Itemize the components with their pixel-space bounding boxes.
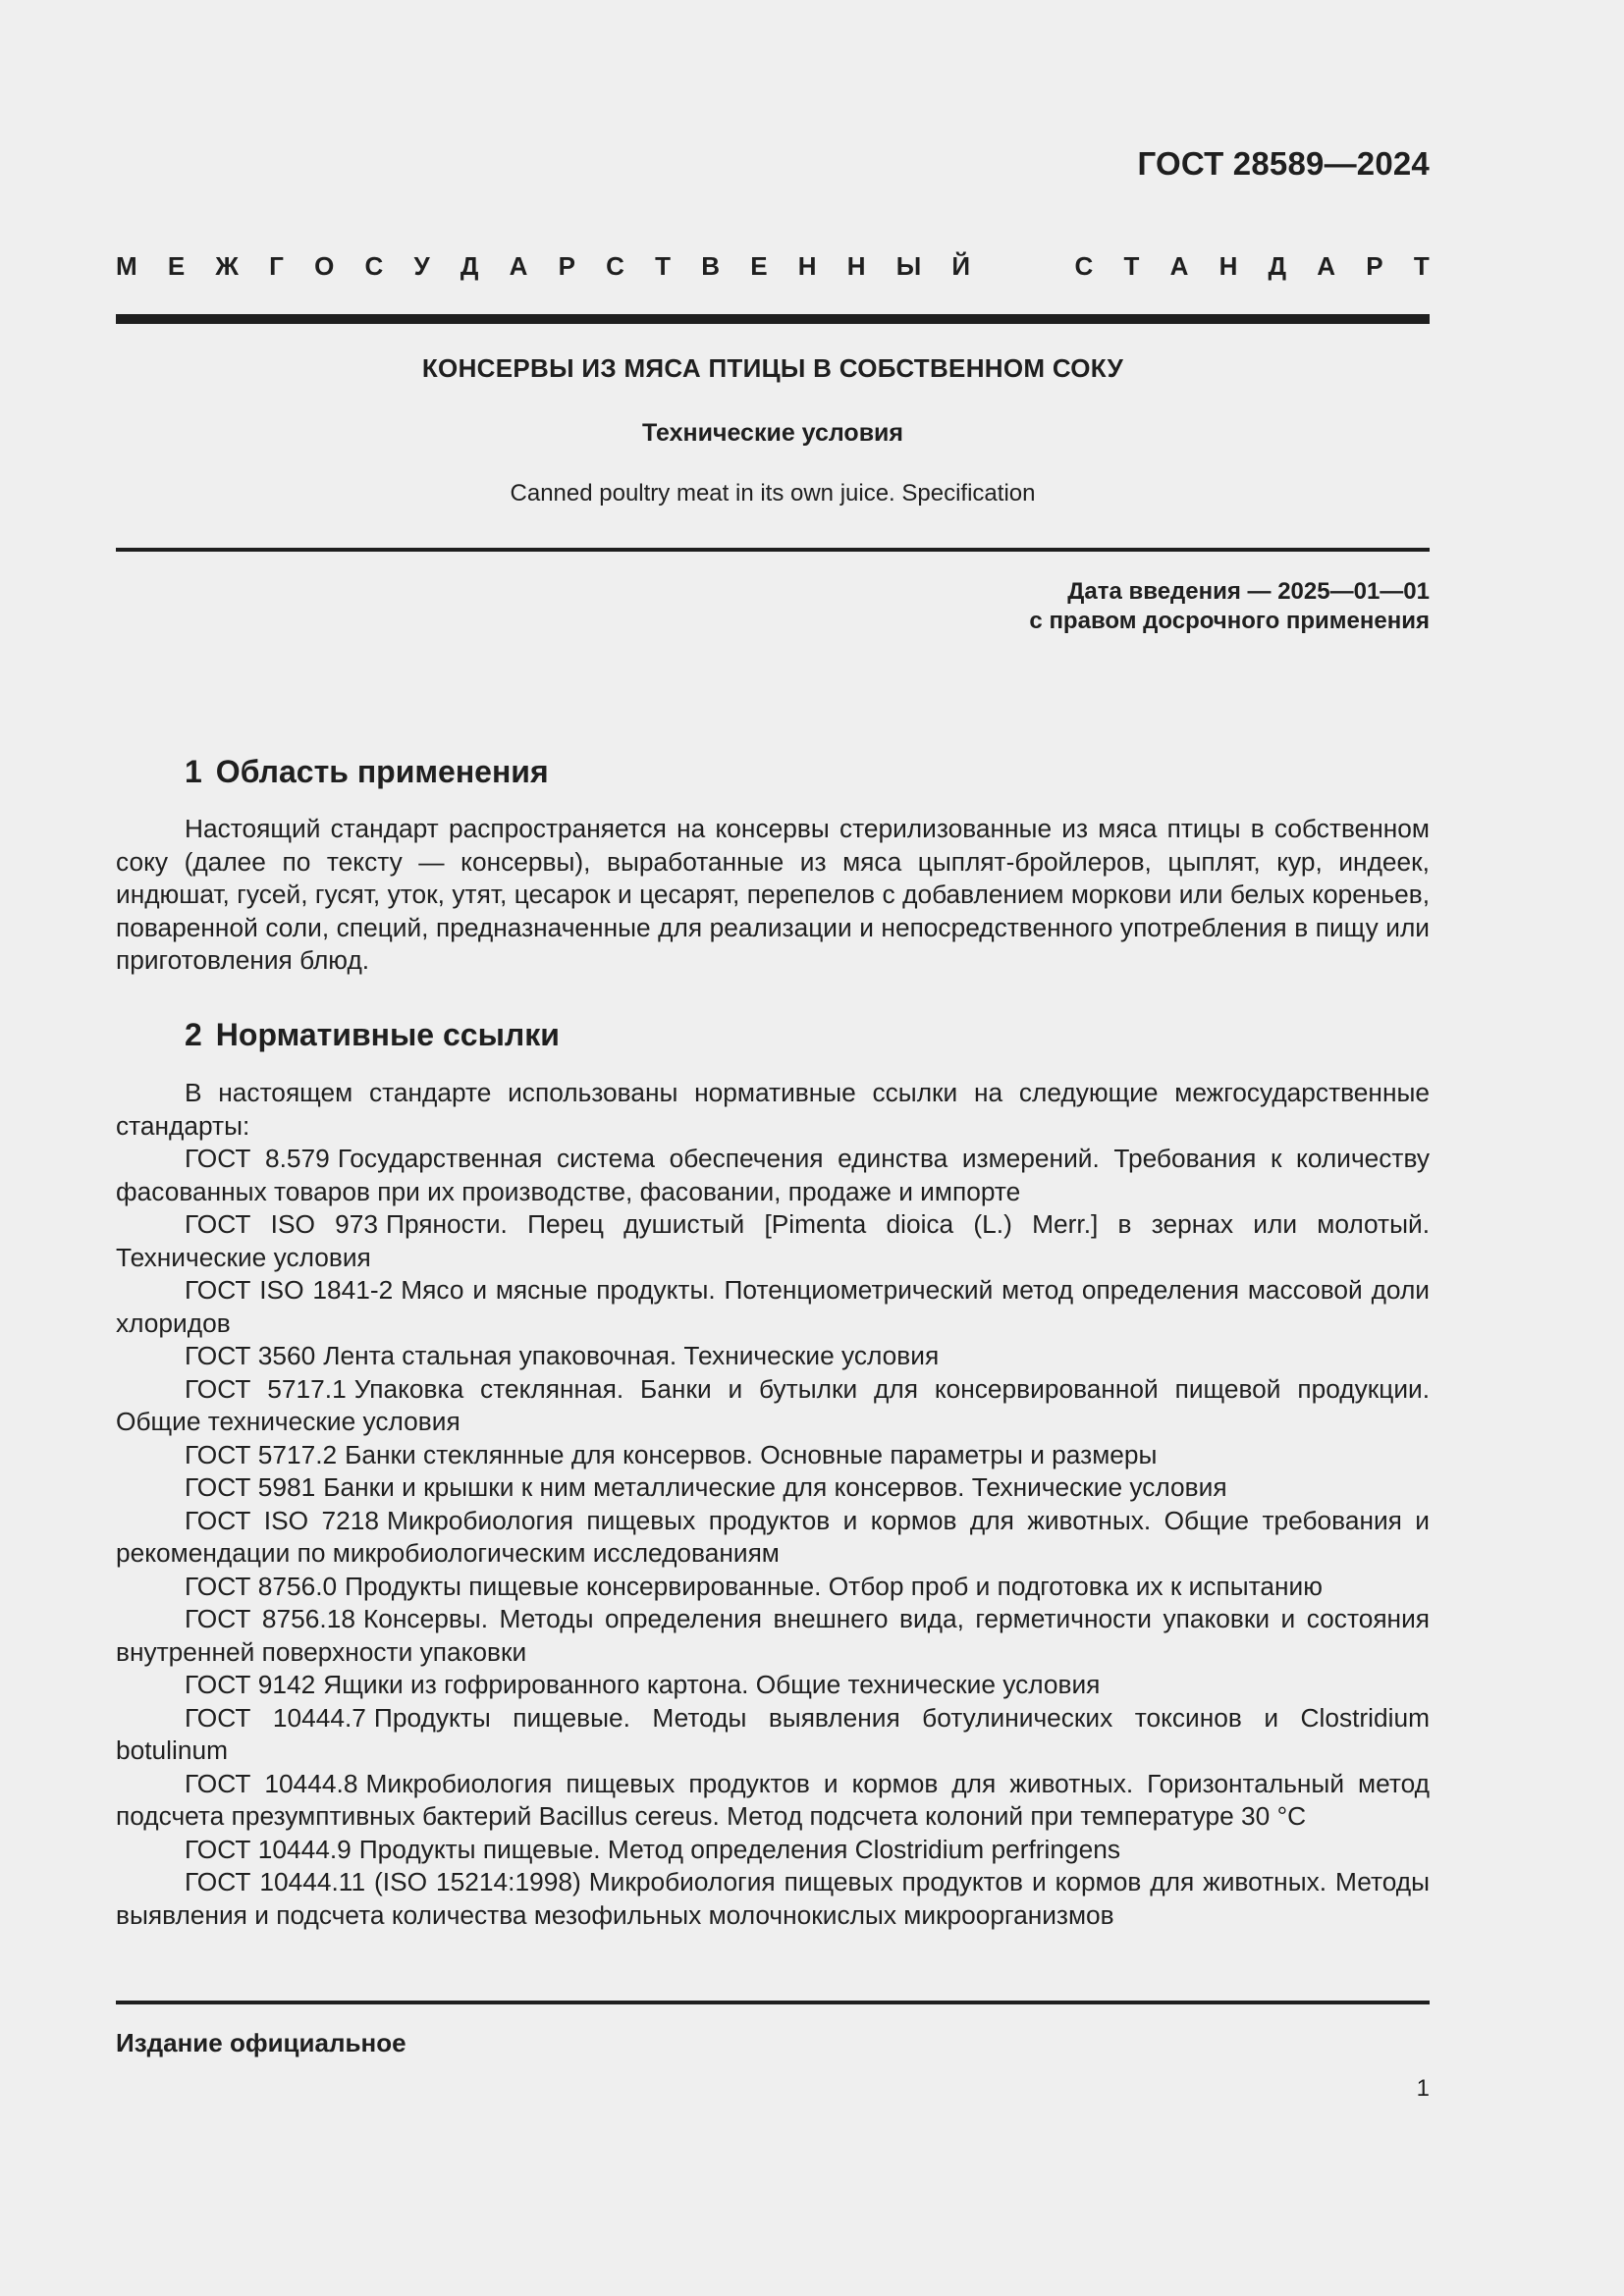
reference-code: ГОСТ 5981: [185, 1472, 316, 1502]
reference-code: ГОСТ 3560: [185, 1341, 316, 1370]
document-page: [116, 0, 1430, 2296]
letter: В: [701, 251, 721, 281]
reference-code: ГОСТ ISO 7218: [185, 1505, 380, 1535]
letter: Е: [167, 251, 186, 281]
reference-text: Банки стеклянные для консервов. Основные параметры и размеры: [345, 1439, 1158, 1469]
reference-text: Консервы. Методы определения внешнего вида, герметичности упаковки и состояния внутренней поверхности упаковки: [116, 1604, 1431, 1667]
reference-item: [116, 1702, 1430, 1768]
letter: Т: [1413, 251, 1430, 281]
letter: Д: [1268, 251, 1287, 281]
section-heading-scope: [185, 754, 549, 790]
document-title: КОНСЕРВЫ ИЗ МЯСА ПТИЦЫ В СОБСТВЕННОМ СОКУ: [421, 353, 1124, 383]
letter: С: [1074, 251, 1094, 281]
reference-code: ГОСТ 9142: [185, 1670, 316, 1699]
document-subtitle: Технические условия: [641, 419, 904, 447]
letter: С: [364, 251, 384, 281]
reference-code: ГОСТ 8756.18: [185, 1604, 355, 1633]
reference-text: Микробиология пищевых продуктов и кормов для животных. Методы выявления и подсчета количества мезофильных молочнокислых микроорганизмов: [116, 1867, 1430, 1930]
reference-item: [116, 1866, 1430, 1932]
section-body-scope: [116, 813, 1430, 978]
letter: Т: [655, 251, 672, 281]
reference-text: Упаковка стеклянная. Банки и бутылки для консервированной пищевой продукции. Общие технические условия: [116, 1373, 1430, 1436]
introduction-date-line: Дата введения — 2025—01—01: [1067, 578, 1430, 605]
introduction-date: [1029, 577, 1430, 636]
reference-item: [116, 1373, 1430, 1439]
edition-label: Издание официальное: [116, 2028, 406, 2057]
references-intro: В настоящем стандарте использованы нормативные ссылки на следующие межгосударственные стандарты:: [116, 1078, 1430, 1141]
letter: Ж: [215, 251, 239, 281]
letter: М: [116, 251, 137, 281]
word-gap: [1001, 251, 1044, 282]
reference-text: Микробиология пищевых продуктов и кормов для животных. Горизонтальный метод подсчета презумптивных бактерий Bacillus cereus. Метод подсчета колоний при температуре 30 °С: [116, 1768, 1430, 1831]
reference-text: Лента стальная упаковочная. Технические условия: [323, 1341, 940, 1370]
early-application-line: с правом досрочного применения: [1029, 608, 1430, 634]
reference-item: [116, 1669, 1430, 1702]
section-heading-references: [185, 1017, 560, 1053]
letter: Р: [1366, 251, 1383, 281]
letter: Й: [951, 251, 971, 281]
footer-divider: [116, 2001, 1430, 2004]
letter: А: [1169, 251, 1189, 281]
reference-code: ГОСТ ISO 1841-2: [185, 1275, 394, 1305]
reference-item: [116, 1505, 1430, 1571]
section-body-references: [116, 1077, 1430, 1932]
letter: Н: [846, 251, 866, 281]
reference-code: ГОСТ 10444.9: [185, 1834, 352, 1864]
reference-code: ГОСТ 10444.8: [185, 1768, 358, 1798]
reference-text: Ящики из гофрированного картона. Общие технические условия: [323, 1670, 1101, 1699]
letter: Ы: [895, 251, 922, 281]
section-number: 2: [185, 1017, 202, 1052]
page-number: 1: [1416, 2075, 1430, 2102]
reference-item: [116, 1768, 1430, 1834]
reference-item: [116, 1471, 1430, 1505]
reference-code: ГОСТ 10444.7: [185, 1702, 366, 1733]
reference-code: ГОСТ 5717.2: [185, 1439, 338, 1469]
reference-item: [116, 1603, 1430, 1669]
reference-item: [116, 1834, 1430, 1867]
document-title-english: Canned poultry meat in its own juice. Specification: [510, 480, 1036, 507]
reference-code: ГОСТ 8756.0: [185, 1571, 338, 1601]
letter: Н: [1218, 251, 1238, 281]
reference-code: ГОСТ 5717.1: [185, 1373, 347, 1404]
reference-item: [116, 1439, 1430, 1472]
letter: Н: [797, 251, 817, 281]
reference-item: [116, 1274, 1430, 1340]
letter: Р: [558, 251, 575, 281]
letter: Т: [1123, 251, 1140, 281]
reference-code: ГОСТ 10444.11 (ISO 15214:1998): [185, 1867, 581, 1896]
title-divider: [116, 548, 1430, 552]
reference-text: Микробиология пищевых продуктов и кормов для животных. Общие требования и рекомендации по микробиологическим исследованиям: [116, 1505, 1431, 1568]
document-number: ГОСТ 28589—2024: [1137, 145, 1430, 182]
reference-text: Продукты пищевые. Метод определения Clostridium perfringens: [358, 1834, 1121, 1864]
letter: О: [314, 251, 335, 281]
reference-item: [116, 1143, 1430, 1208]
reference-item: [116, 1208, 1430, 1274]
reference-code: ГОСТ ISO 973: [185, 1209, 379, 1239]
letter: Г: [269, 251, 284, 281]
letter: Д: [460, 251, 479, 281]
letter: А: [1317, 251, 1336, 281]
letter: С: [606, 251, 624, 281]
letter: У: [413, 251, 430, 281]
header-divider: [116, 314, 1430, 324]
section-title: Область применения: [215, 754, 549, 789]
reference-text: Продукты пищевые консервированные. Отбор проб и подготовка их к испытанию: [345, 1571, 1323, 1601]
paragraph: Настоящий стандарт распространяется на консервы стерилизованные из мяса птицы в собственном соку (далее по тексту — консервы), выработанные из мяса цыплят-бройлеров, цыплят, кур, индеек, индюшат, гусей, гусят, уток, утят, цесарок и цесарят, перепелов с добавлением моркови или белых кореньев, поваренной соли, специй, предназначенные для реализации и непосредственного употребления в пищу или приготовления блюд.: [116, 814, 1430, 975]
reference-code: ГОСТ 8.579: [185, 1144, 330, 1173]
reference-item: [116, 1571, 1430, 1604]
section-title: Нормативные ссылки: [215, 1017, 560, 1052]
letter: А: [509, 251, 528, 281]
reference-text: Мясо и мясные продукты. Потенциометрический метод определения массовой доли хлоридов: [116, 1275, 1430, 1338]
reference-text: Пряности. Перец душистый [Pimenta dioica (L.) Merr.] в зернах или молотый. Технические условия: [116, 1209, 1430, 1272]
letter: Е: [750, 251, 768, 281]
section-number: 1: [185, 754, 202, 789]
reference-text: Государственная система обеспечения единства измерений. Требования к количеству фасованных товаров при их производстве, фасовании, продаже и импорте: [116, 1144, 1430, 1206]
reference-text: Банки и крышки к ним металлические для консервов. Технические условия: [323, 1472, 1227, 1502]
standard-type-heading: [116, 251, 1430, 282]
reference-item: [116, 1340, 1430, 1373]
reference-text: Продукты пищевые. Методы выявления ботулинических токсинов и Clostridium botulinum: [116, 1702, 1430, 1765]
